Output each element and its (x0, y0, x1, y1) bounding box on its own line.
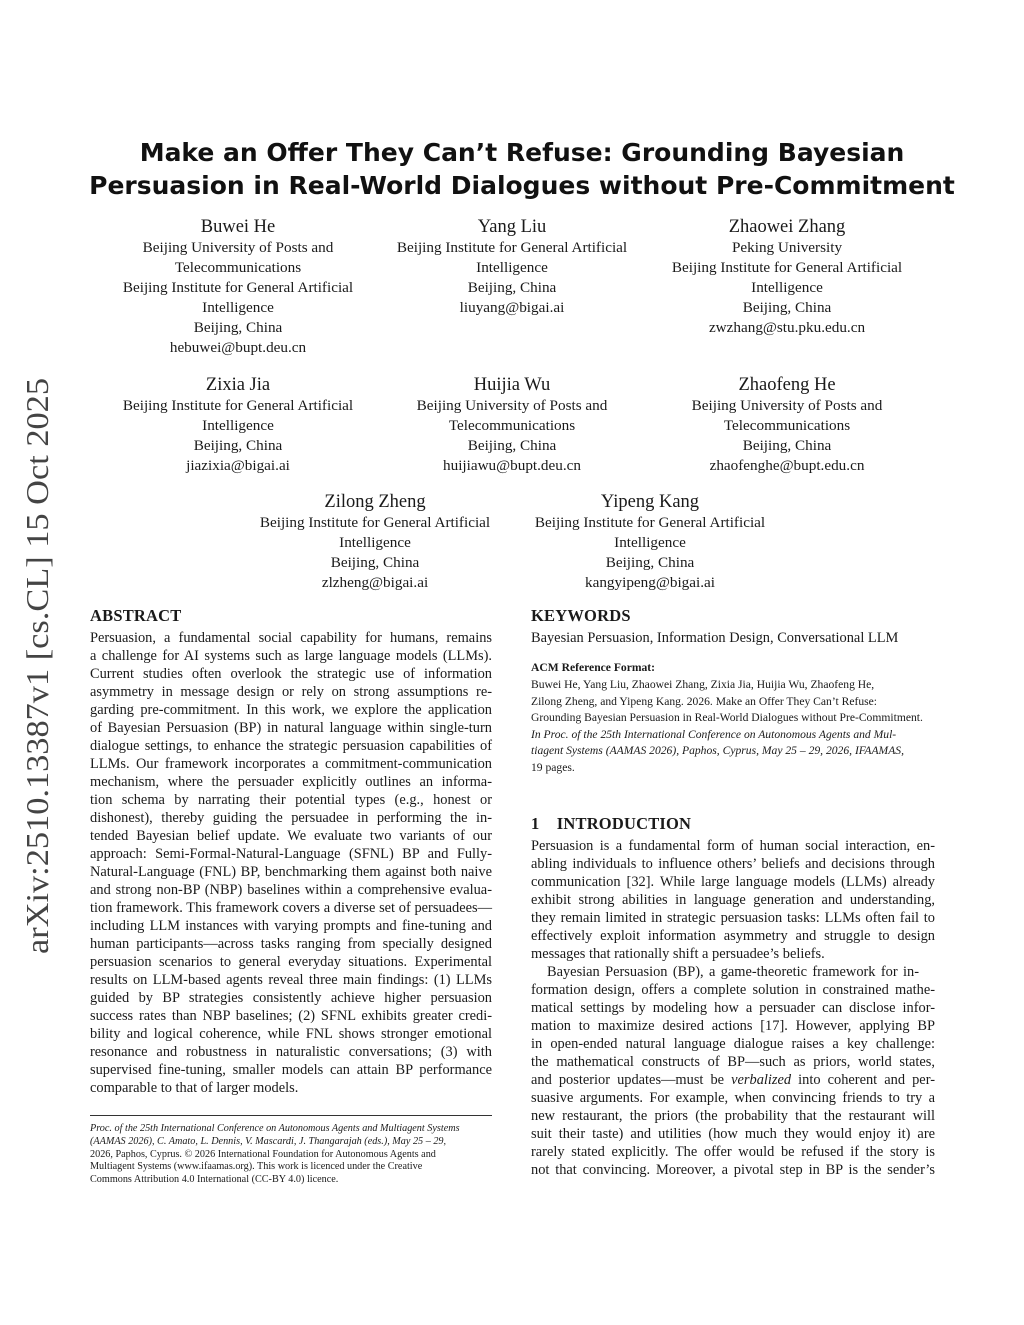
acm-line: Buwei He, Yang Liu, Zhaowei Zhang, Zixia Jia, Huijia Wu, Zhaofeng He, (531, 678, 875, 691)
affiliation-line: Beijing, China (742, 299, 832, 316)
affiliation-line: Telecommunications (174, 259, 302, 276)
affiliation-line: Beijing University of Posts and (416, 397, 608, 414)
text-line: human participants—across tasks ranging from specially designed (90, 936, 492, 952)
title-line-2: Persuasion in Real-World Dialogues without Pre-Commitment (89, 171, 955, 200)
affiliation-line: Peking University (731, 239, 843, 256)
text-line: Current studies often overlook the strategic use of information (90, 666, 492, 682)
affiliation-line: Intelligence (202, 299, 274, 316)
author-block (656, 374, 918, 476)
abstract-section (90, 607, 492, 1097)
affiliation-line: Intelligence (751, 279, 823, 296)
arxiv-identifier (10, 376, 60, 956)
text-line: LLMs. Our framework incorporates a commitment-communication (90, 756, 492, 772)
author-email[interactable]: kangyipeng@bigai.ai (585, 574, 715, 591)
text-line: comparable to that of larger models. (90, 1080, 299, 1096)
author-block (382, 216, 642, 318)
abstract-heading: ABSTRACT (90, 606, 182, 625)
acm-line: 19 pages. (531, 760, 575, 774)
text-line: tion framework. This framework covers a diverse set of persuadees— (90, 900, 492, 916)
acm-line: tiagent Systems (AAMAS 2026), Paphos, Cyprus, May 25 – 29, 2026, IFAAMAS, (531, 744, 904, 757)
affiliation-line: Intelligence (614, 534, 686, 551)
text-line: Persuasion is a fundamental form of human social interaction, en- (531, 838, 935, 854)
author-name: Yang Liu (477, 217, 547, 237)
affiliation-line: Beijing Institute for General Artificial (259, 514, 491, 531)
author-block (245, 491, 505, 593)
author-name: Yipeng Kang (600, 492, 700, 512)
acm-line: In Proc. of the 25th International Conference on Autonomous Agents and Mul- (531, 727, 897, 741)
text-line: and posterior updates—must be verbalized into coherent and per- (531, 1072, 935, 1088)
footnote-line: 2026, Paphos, Cyprus. © 2026 International Foundation for Autonomous Agents and (90, 1148, 436, 1160)
text-line: supervised fine-tuning, smaller models can attain BP performance (90, 1062, 492, 1078)
author-block (108, 374, 368, 476)
footnote-line: Proc. of the 25th International Conference on Autonomous Agents and Multiagent Systems (90, 1123, 460, 1134)
text-line: including LLM instances with varying prompts and fine-tuning and (90, 918, 492, 934)
text-line: rarely stated explicitly. The offer would be refused if the story is (531, 1144, 935, 1160)
affiliation-line: Beijing Institute for General Artificial (122, 279, 354, 296)
text-line: success rates than NBP baselines; (2) SFNL exhibits greater credi- (90, 1008, 492, 1024)
footnote-line: Multiagent Systems (www.ifaamas.org). This work is licenced under the Creative (90, 1161, 423, 1173)
text-line: and strong non-BP (NBP) baselines within a comprehensive evalua- (90, 882, 492, 898)
introduction-heading: 1 INTRODUCTION (531, 814, 692, 833)
text-line: abling individuals to influence others’ beliefs and decisions through (531, 856, 935, 872)
author-block (656, 216, 918, 338)
text-line: mechanism, where the persuader explicitly outlines an informa- (90, 774, 492, 790)
author-name: Zhaofeng He (738, 375, 836, 395)
author-email[interactable]: hebuwei@bupt.deu.cn (169, 339, 307, 356)
author-email[interactable]: zwzhang@stu.pku.edu.cn (708, 319, 866, 336)
affiliation-line: Intelligence (476, 259, 548, 276)
affiliation-line: Beijing University of Posts and (142, 239, 334, 256)
keywords-text: Bayesian Persuasion, Information Design, Conversational LLM (531, 630, 899, 646)
author-name: Zhaowei Zhang (728, 217, 846, 237)
footnote-line: (AAMAS 2026), C. Amato, L. Dennis, V. Mascardi, J. Thangarajah (eds.), May 25 – 29, (90, 1135, 447, 1147)
text-line: guided by BP strategies consistently achieve higher persuasion (90, 990, 492, 1006)
affiliation-line: Beijing, China (193, 319, 283, 336)
text-line: tended Bayesian belief update. We evaluate two variants of our (90, 828, 492, 844)
acm-reference-body (531, 677, 941, 776)
author-name: Huijia Wu (473, 375, 551, 395)
text-line: matical settings by modeling how a persuader can disclose infor- (531, 1000, 935, 1016)
abstract-body (90, 629, 492, 1097)
text-line: suasive arguments. For example, when convincing friends to try a (531, 1090, 935, 1106)
author-block (382, 374, 642, 476)
keywords-section (531, 607, 941, 776)
affiliation-line: Beijing University of Posts and (691, 397, 883, 414)
author-email[interactable]: huijiawu@bupt.deu.cn (443, 457, 581, 474)
text-line: tion schema by narrating their potential types (e.g., honest or (90, 792, 492, 808)
footnote-line: Commons Attribution 4.0 International (CC-BY 4.0) licence. (90, 1174, 339, 1186)
text-line: not that convincing. Moreover, a pivotal step in BP is the sender’s (531, 1162, 935, 1178)
text-line: a challenge for AI systems such as large language models (LLMs). (90, 648, 492, 664)
text-line: garding pre-commitment. In this work, we explore the application (90, 702, 492, 718)
text-line: formation design, offers a complete solution in constrained mathe- (531, 982, 935, 998)
text-line: bility and logical coherence, while FNL shows stronger emotional (90, 1026, 492, 1042)
affiliation-line: Telecommunications (723, 417, 851, 434)
acm-reference-heading: ACM Reference Format: (531, 661, 656, 674)
text-line: messages that rationally shift a persuadee’s beliefs. (531, 946, 825, 962)
text-line: effectively exploit information asymmetry and struggle to design (531, 928, 935, 944)
paper-title (60, 136, 984, 202)
copyright-footnote (90, 1115, 492, 1187)
author-email[interactable]: jiazixia@bigai.ai (186, 457, 290, 474)
intro-paragraph-1 (531, 837, 941, 963)
text-line: of Bayesian Persuasion (BP) in natural language within single-turn (90, 720, 492, 736)
text-line: resonance and robustness in naturalistic conversations; (3) with (90, 1044, 492, 1060)
keywords-heading: KEYWORDS (531, 606, 631, 625)
title-line-1: Make an Offer They Can’t Refuse: Grounding Bayesian (139, 138, 905, 167)
text-line: the mathematical constructs of BP—such as priors, world states, (531, 1054, 935, 1070)
intro-paragraph-2 (531, 963, 941, 1179)
author-name: Zilong Zheng (324, 492, 426, 512)
arxiv-id-text: arXiv:2510.13387v1 [cs.CL] 15 Oct 2025 (20, 425, 55, 954)
affiliation-line: Intelligence (339, 534, 411, 551)
text-line: dialogue settings, to enhance the strategic persuasion capabilities of (90, 738, 492, 754)
introduction-section (531, 815, 941, 1179)
text-line: approach: Semi-Formal-Natural-Language (SFNL) BP and Fully- (90, 846, 492, 862)
text-line: dishonest), thereby guiding the persuadee in performing the in- (90, 810, 492, 826)
text-line: communication [32]. While large language models (LLMs) already (531, 874, 935, 890)
affiliation-line: Telecommunications (448, 417, 576, 434)
affiliation-line: Beijing, China (742, 437, 832, 454)
text-line: new restaurant, the priors (the probability that the restaurant will (531, 1108, 935, 1124)
affiliation-line: Beijing, China (605, 554, 695, 571)
text-line: Bayesian Persuasion (BP), a game-theoretic framework for in- (547, 964, 919, 980)
affiliation-line: Intelligence (202, 417, 274, 434)
acm-line: Grounding Bayesian Persuasion in Real-World Dialogues without Pre-Commitment. (531, 711, 923, 724)
affiliation-line: Beijing Institute for General Artificial (534, 514, 766, 531)
author-block (519, 491, 781, 593)
affiliation-line: Beijing Institute for General Artificial (396, 239, 628, 256)
text-line: Natural-Language (FNL) BP, benchmarking them against both naive (90, 864, 492, 880)
affiliation-line: Beijing Institute for General Artificial (671, 259, 903, 276)
text-line: Persuasion, a fundamental social capability for humans, remains (90, 630, 492, 646)
text-line: persuasion scenarios to general everyday situations. Experimental (90, 954, 492, 970)
text-line: exhibit strong abilities in language generation and understanding, (531, 892, 935, 908)
author-email[interactable]: liuyang@bigai.ai (459, 299, 565, 316)
author-block (108, 216, 368, 358)
text-line: asymmetry in message design or rely on strong assumptions re- (90, 684, 492, 700)
text-line: in open-ended natural language dialogue raises a key challenge: (531, 1036, 935, 1052)
acm-line: Zilong Zheng, and Yipeng Kang. 2026. Make an Offer They Can’t Refuse: (531, 694, 878, 708)
author-email[interactable]: zlzheng@bigai.ai (321, 574, 429, 591)
affiliation-line: Beijing, China (193, 437, 283, 454)
text-line: they remain limited in strategic persuasion tasks: LLMs often fail to (531, 910, 935, 926)
author-email[interactable]: zhaofenghe@bupt.edu.cn (709, 457, 865, 474)
text-line: suit their taste) and utilities (how much they would enjoy it) are (531, 1126, 935, 1142)
affiliation-line: Beijing, China (330, 554, 420, 571)
affiliation-line: Beijing Institute for General Artificial (122, 397, 354, 414)
affiliation-line: Beijing, China (467, 437, 557, 454)
author-name: Zixia Jia (205, 375, 271, 395)
text-line: mation to maximize desired actions [17]. However, applying BP (531, 1018, 935, 1034)
emphasis: verbalized (731, 1072, 792, 1088)
text-line: results on LLM-based agents reveal three main findings: (1) LLMs (90, 972, 492, 988)
author-name: Buwei He (200, 217, 276, 237)
affiliation-line: Beijing, China (467, 279, 557, 296)
